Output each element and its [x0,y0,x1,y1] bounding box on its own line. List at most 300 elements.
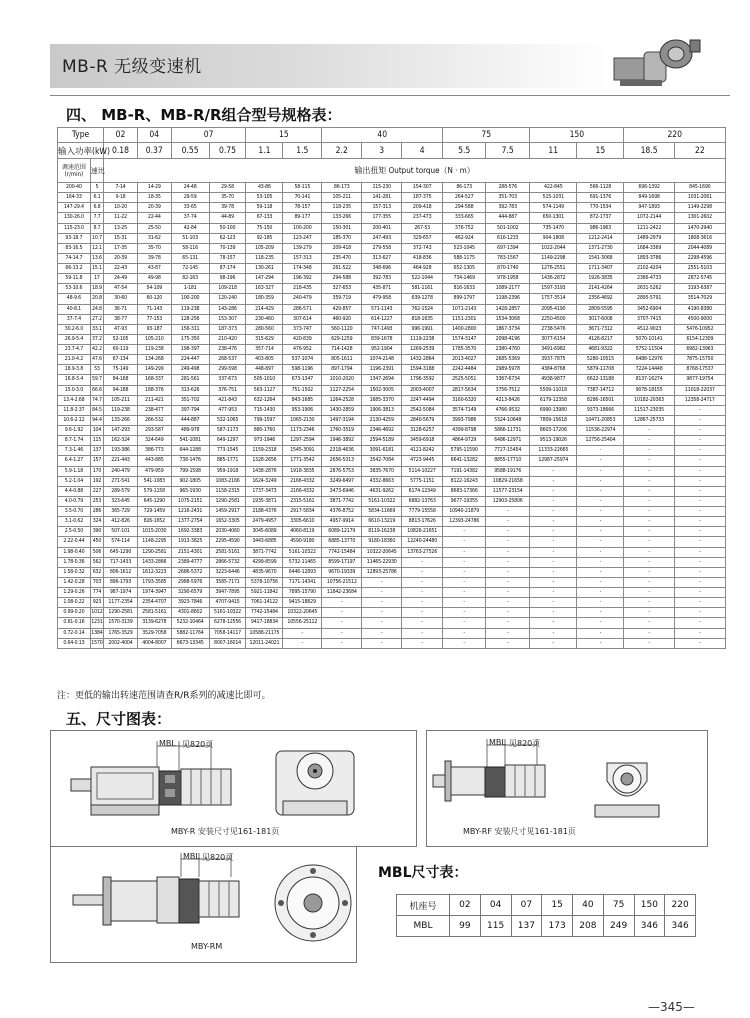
torque-cell: - [322,608,362,618]
torque-cell: 87-174 [209,264,246,274]
torque-cell: 3923-7846 [171,598,209,608]
torque-cell: - [486,557,530,567]
torque-cell: 747-1493 [362,324,402,334]
spec-rows [58,183,726,649]
torque-cell: 22-43 [104,264,138,274]
torque-cell: 3193-6387 [674,284,725,294]
torque-cell: 1211-2422 [624,223,674,233]
torque-cell: 3835-7670 [362,466,402,476]
torque-cell: 1065-2130 [283,415,322,425]
ratio-cell: 227 [90,486,103,496]
torque-cell: 118-235 [246,253,283,263]
torque-cell: 373-747 [283,324,322,334]
torque-cell: 1159-2318 [246,446,283,456]
speed-range-cell: 11.8-2.37 [58,405,91,415]
torque-cell: 294-588 [322,274,362,284]
torque-cell: - [443,577,486,587]
torque-cell: 175-350 [171,334,209,344]
torque-cell: 235-470 [322,253,362,263]
torque-cell: 843-1685 [283,395,322,405]
torque-cell: 645-1290 [137,496,171,506]
torque-cell: - [530,517,577,527]
torque-cell: 327-653 [322,284,362,294]
torque-cell: 2917-5834 [283,507,322,517]
torque-cell: 5280-10515 [577,355,624,365]
torque-cell: 3947-7895 [209,588,246,598]
speed-range-cell: 5.9-1.18 [58,466,91,476]
torque-cell: - [486,618,530,628]
torque-cell: 2656-5313 [322,456,362,466]
ratio-cell: 1012 [90,608,103,618]
torque-cell: 1089-2177 [486,284,530,294]
torque-cell: 899-1797 [443,294,486,304]
torque-cell: - [322,628,362,638]
speed-range-cell: 13.4-2.68 [58,395,91,405]
torque-cell: 872-1737 [577,213,624,223]
torque-cell: 118-235 [322,203,362,213]
torque-cell: 2581-5161 [137,608,171,618]
torque-cell: - [674,476,725,486]
torque-cell: 8007-16014 [209,638,246,648]
torque-cell: 1597-3193 [530,284,577,294]
ratio-cell: 24.8 [90,304,103,314]
torque-cell: 5161-10322 [362,496,402,506]
torque-cell: 174-348 [283,264,322,274]
torque-cell: 2581-5161 [209,547,246,557]
torque-cell: 214-429 [246,304,283,314]
torque-cell: 5795-11590 [443,446,486,456]
torque-cell: - [577,507,624,517]
torque-cell: 10322-20645 [283,608,322,618]
table-row [58,567,726,577]
torque-cell: 4384-8768 [530,365,577,375]
torque-cell: 5161-10322 [283,547,322,557]
torque-cell: 429-857 [322,304,362,314]
torque-cell: 598-1196 [283,365,322,375]
torque-cell: - [443,547,486,557]
torque-cell: 574-1149 [530,203,577,213]
torque-cell: 11018-22037 [674,385,725,395]
torque-cell: 3452-6904 [624,304,674,314]
torque-cell: 60-119 [104,345,138,355]
torque-cell: 150-301 [322,223,362,233]
torque-cell: 902-1805 [171,476,209,486]
mbl-value-cell: 249 [603,916,634,937]
torque-cell: 6882-13763 [402,496,443,506]
torque-cell: 221-443 [104,456,138,466]
torque-cell: 515-1031 [530,193,577,203]
power-cell: 15 [577,143,624,159]
power-cell: 4 [402,143,443,159]
output-torque-label: 输出扭矩 Output torque（N · m） [104,159,726,183]
torque-cell: 198-397 [171,345,209,355]
ratio-cell: 27.2 [90,314,103,324]
type-cell: 04 [137,128,171,143]
torque-cell: - [530,547,577,557]
torque-cell: 2044-4089 [674,243,725,253]
torque-cell: 211-421 [137,395,171,405]
torque-cell: - [530,618,577,628]
torque-cell: 448-897 [246,365,283,375]
torque-cell: 6154-12309 [674,334,725,344]
section-4-title: 四、 MB-R、MB-R/R组合型号规格表： [66,106,342,124]
torque-cell: 1015-2030 [137,527,171,537]
torque-cell: 365-729 [104,507,138,517]
torque-cell: 1328-2656 [246,456,283,466]
torque-cell: 2380-4760 [486,345,530,355]
torque-cell: 157-313 [283,253,322,263]
mbl-header-cell: 15 [542,895,573,916]
torque-cell: 2102-4204 [624,264,674,274]
table-row [58,284,726,294]
table-row [58,274,726,284]
torque-cell: - [530,527,577,537]
torque-cell: - [624,436,674,446]
ratio-cell: 506 [90,547,103,557]
ratio-cell: 632 [90,567,103,577]
torque-cell: 65-131 [171,253,209,263]
table-row [58,294,726,304]
torque-cell: 8286-16501 [577,395,624,405]
table-row [58,193,726,203]
torque-cell: 1075-2151 [171,496,209,506]
torque-cell: 247-493 [362,233,402,243]
torque-cell: 1497-3194 [322,415,362,425]
mby-r-caption: MBY-R 安装尺寸见161-181页 [171,827,280,836]
torque-cell: 7742-15484 [322,547,362,557]
table-row [58,415,726,425]
drawing-mby-r [50,730,417,847]
torque-cell: 3585-7171 [209,577,246,587]
torque-cell: 329-657 [402,233,443,243]
torque-cell: 3091-6181 [362,446,402,456]
torque-cell: 581-1161 [402,284,443,294]
torque-cell: - [530,577,577,587]
torque-cell: 4004-8007 [137,638,171,648]
mby-rf-ref-label: 见820页 [509,739,541,748]
speed-range-cell: 3.5-0.70 [58,507,91,517]
torque-cell: 1545-3091 [283,446,322,456]
torque-cell: - [624,507,674,517]
torque-cell: 10826-21651 [402,527,443,537]
type-cell: 75 [443,128,530,143]
torque-cell: 22-44 [137,213,171,223]
speed-range-cell: 53-10.6 [58,284,91,294]
torque-cell: 2188-4376 [246,507,283,517]
ratio-cell: 5 [90,183,103,193]
torque-cell: 1438-2876 [246,466,283,476]
speed-range-label-2: (r/min) [64,170,84,178]
torque-cell: 2542-5084 [402,405,443,415]
torque-cell: 2817-5634 [443,385,486,395]
torque-cell: 200-401 [362,223,402,233]
mbl-table [396,894,696,937]
torque-cell: 348-696 [362,264,402,274]
torque-cell: 7895-15790 [283,588,322,598]
torque-cell: 1177-2354 [104,598,138,608]
torque-cell: 8855-17710 [486,456,530,466]
torque-cell: 1913-3825 [171,537,209,547]
speed-range-cell: 164-33 [58,193,91,203]
torque-cell: - [674,415,725,425]
torque-cell: 5732-11465 [283,557,322,567]
torque-cell: 2685-5369 [486,355,530,365]
torque-cell: 4707-9415 [209,598,246,608]
torque-cell: - [443,608,486,618]
torque-cell: 4723-9445 [402,456,443,466]
torque-cell: 294-588 [443,203,486,213]
speed-range-cell: 15.0-3.0 [58,385,91,395]
torque-cell: - [486,527,530,537]
torque-cell: 397-794 [171,405,209,415]
torque-cell: - [443,557,486,567]
torque-cell: 25-50 [137,223,171,233]
table-row [58,446,726,456]
speed-range-cell: 2.22-0.44 [58,537,91,547]
torque-cell: 5775-1151 [402,476,443,486]
torque-cell: 180-359 [246,294,283,304]
torque-cell: - [674,507,725,517]
torque-cell: 2686-5372 [171,567,209,577]
torque-cell: 2594-5189 [362,436,402,446]
mbl-value-row [397,916,696,937]
torque-cell: 376-752 [443,223,486,233]
torque-cell: 1127-2254 [322,385,362,395]
torque-cell: - [486,547,530,557]
torque-cell: 2250-4500 [530,314,577,324]
torque-cell: 42-84 [171,223,209,233]
torque-cell: - [486,567,530,577]
torque-cell: 697-1394 [486,243,530,253]
speed-range-cell: 4.0-0.79 [58,496,91,506]
table-row [58,507,726,517]
speed-range-cell: 0.64-0.13 [58,638,91,648]
torque-cell: 5921-11842 [246,588,283,598]
torque-cell: 9417-18834 [246,618,283,628]
torque-cell: - [530,588,577,598]
torque-cell: 1-181 [171,284,209,294]
torque-cell: 1432-2864 [402,355,443,365]
torque-cell: - [674,638,725,648]
torque-cell: - [362,638,402,648]
mbl-header-cell: 04 [480,895,511,916]
torque-cell: 47-54 [104,284,138,294]
torque-cell: 24-49 [104,274,138,284]
torque-cell: - [486,628,530,638]
mbl-value-cell: 173 [542,916,573,937]
torque-cell: 563-1127 [246,385,283,395]
torque-cell: 1489-2979 [624,233,674,243]
torque-cell: - [530,567,577,577]
torque-cell: 7742-15484 [246,608,283,618]
torque-cell: 1148-2295 [137,537,171,547]
torque-cell: 4121-8242 [402,446,443,456]
torque-cell: - [674,405,725,415]
speed-range-cell: 48-9.6 [58,294,91,304]
torque-cell: 51-103 [171,233,209,243]
torque-cell: 4864-9729 [443,436,486,446]
torque-cell: - [530,557,577,567]
speed-range-label [58,159,91,183]
table-row [58,557,726,567]
torque-cell: 5114-10227 [402,466,443,476]
torque-cell: 1371-2730 [577,243,624,253]
torque-cell: 1760-3519 [322,426,362,436]
torque-cell: 2298-4596 [674,253,725,263]
torque-cell: 11517-23035 [624,405,674,415]
torque-cell: 1906-3813 [362,405,402,415]
torque-cell: - [443,638,486,648]
torque-cell: 751-1502 [283,385,322,395]
speed-range-label-1: 调速范围 [61,163,86,171]
torque-cell: - [577,517,624,527]
torque-cell: 9877-19754 [674,375,725,385]
mbl-table-title: MBL尺寸表： [378,865,468,881]
torque-cell: - [577,598,624,608]
torque-cell: - [577,547,624,557]
torque-cell: 3128-6257 [402,426,443,436]
torque-cell: 4512-9023 [624,324,674,334]
torque-cell: 14-29 [137,183,171,193]
torque-cell: - [624,456,674,466]
torque-cell: 9415-18829 [283,598,322,608]
speed-range-cell: 1.08-0.22 [58,598,91,608]
torque-cell: - [624,608,674,618]
torque-cell: 4299-8599 [246,557,283,567]
torque-cell: 89-177 [283,213,322,223]
torque-cell: - [443,537,486,547]
torque-cell: 1946-3892 [322,436,362,446]
torque-cell: 532-1065 [209,415,246,425]
torque-cell: - [624,547,674,557]
torque-cell: 4631-9262 [362,486,402,496]
torque-cell: 1149-2298 [674,203,725,213]
torque-cell: 115-230 [362,183,402,193]
torque-cell: 1196-2391 [362,365,402,375]
torque-cell: 53-105 [246,193,283,203]
ratio-cell: 157 [90,456,103,466]
torque-cell: 187-373 [209,324,246,334]
torque-cell: 307-614 [283,314,322,324]
torque-cell: 1347-2694 [362,375,402,385]
ratio-cell: 1231 [90,618,103,628]
torque-cell: 2525-5051 [443,375,486,385]
torque-cell: 443-885 [137,456,171,466]
torque-cell: 880-1760 [246,426,283,436]
ratio-cell: 94.4 [90,415,103,425]
torque-cell: 2872-5745 [674,274,725,284]
torque-cell: 15-31 [104,233,138,243]
torque-cell: 4301-8602 [171,608,209,618]
torque-cell: - [674,527,725,537]
torque-cell: 9670-19339 [322,567,362,577]
torque-cell: 77-153 [137,314,171,324]
torque-cell: - [443,628,486,638]
ratio-cell: 33.1 [90,324,103,334]
torque-cell: 43-87 [137,264,171,274]
torque-cell: - [530,638,577,648]
torque-cell: 264-527 [443,193,486,203]
torque-cell: 1502-3005 [362,385,402,395]
speed-range-cell: 0.81-0.16 [58,618,91,628]
torque-cell: 645-1290 [104,547,138,557]
header-rule [50,95,730,96]
torque-cell: 953-1906 [283,405,322,415]
speed-range-cell: 130-26.0 [58,213,91,223]
torque-cell: 959-1918 [209,466,246,476]
torque-cell: 2295-4590 [209,537,246,547]
ratio-cell: 6.8 [90,203,103,213]
torque-cell: 3160-6320 [443,395,486,405]
torque-cell: 10556-25112 [283,618,322,628]
torque-cell: - [624,496,674,506]
torque-cell: 10182-20363 [624,395,674,405]
torque-cell: 2318-4636 [322,446,362,456]
torque-cell: 210-420 [209,334,246,344]
torque-cell: 5324-10648 [486,415,530,425]
torque-cell: 2095-4190 [530,304,577,314]
torque-cell: 904-1808 [530,233,577,243]
torque-cell: 123-247 [283,233,322,243]
torque-cell: 2098-4196 [486,334,530,344]
table-row [58,537,726,547]
torque-cell: 738-1476 [171,456,209,466]
ratio-cell: 66.6 [90,385,103,395]
torque-cell: 261-522 [322,264,362,274]
torque-cell: 571-1143 [362,304,402,314]
torque-cell: 3542-7084 [362,456,402,466]
torque-cell: 196-392 [283,274,322,284]
torque-cell: 266-532 [137,415,171,425]
table-row [58,547,726,557]
torque-cell: 1377-2754 [171,517,209,527]
mbl-header-row [397,895,696,916]
torque-cell: 10588-21175 [246,628,283,638]
torque-cell: 230-460 [246,314,283,324]
torque-cell: - [624,567,674,577]
ratio-cell: 104 [90,426,103,436]
torque-cell: 105-209 [246,243,283,253]
torque-cell: 293-587 [137,426,171,436]
torque-cell: 4213-8426 [486,395,530,405]
torque-cell: - [362,598,402,608]
speed-range-cell: 83-16.5 [58,243,91,253]
torque-cell: 541-1081 [171,436,209,446]
torque-cell: 36-71 [104,304,138,314]
torque-cell: 1290-2581 [209,496,246,506]
torque-cell: 3491-6982 [530,345,577,355]
torque-cell: 168-337 [137,375,171,385]
torque-cell: 523-1045 [443,243,486,253]
torque-cell: 422-845 [530,183,577,193]
mbl-value-cell: 115 [480,916,511,937]
torque-cell: 58-116 [171,243,209,253]
torque-cell: 6990-13980 [530,405,577,415]
mbl-header-cell: 75 [603,895,634,916]
torque-cell: 3529-7058 [137,628,171,638]
torque-cell: 10940-21879 [443,507,486,517]
torque-cell: 3367-6734 [486,375,530,385]
torque-cell: 715-1430 [246,405,283,415]
torque-cell: 1893-3786 [624,253,674,263]
torque-cell: 4938-9877 [530,375,577,385]
torque-cell: - [577,608,624,618]
type-row [58,128,726,143]
torque-cell: 78-157 [283,203,322,213]
torque-cell: - [577,476,624,486]
torque-cell: 351-702 [171,395,209,405]
torque-cell: 75-150 [246,223,283,233]
